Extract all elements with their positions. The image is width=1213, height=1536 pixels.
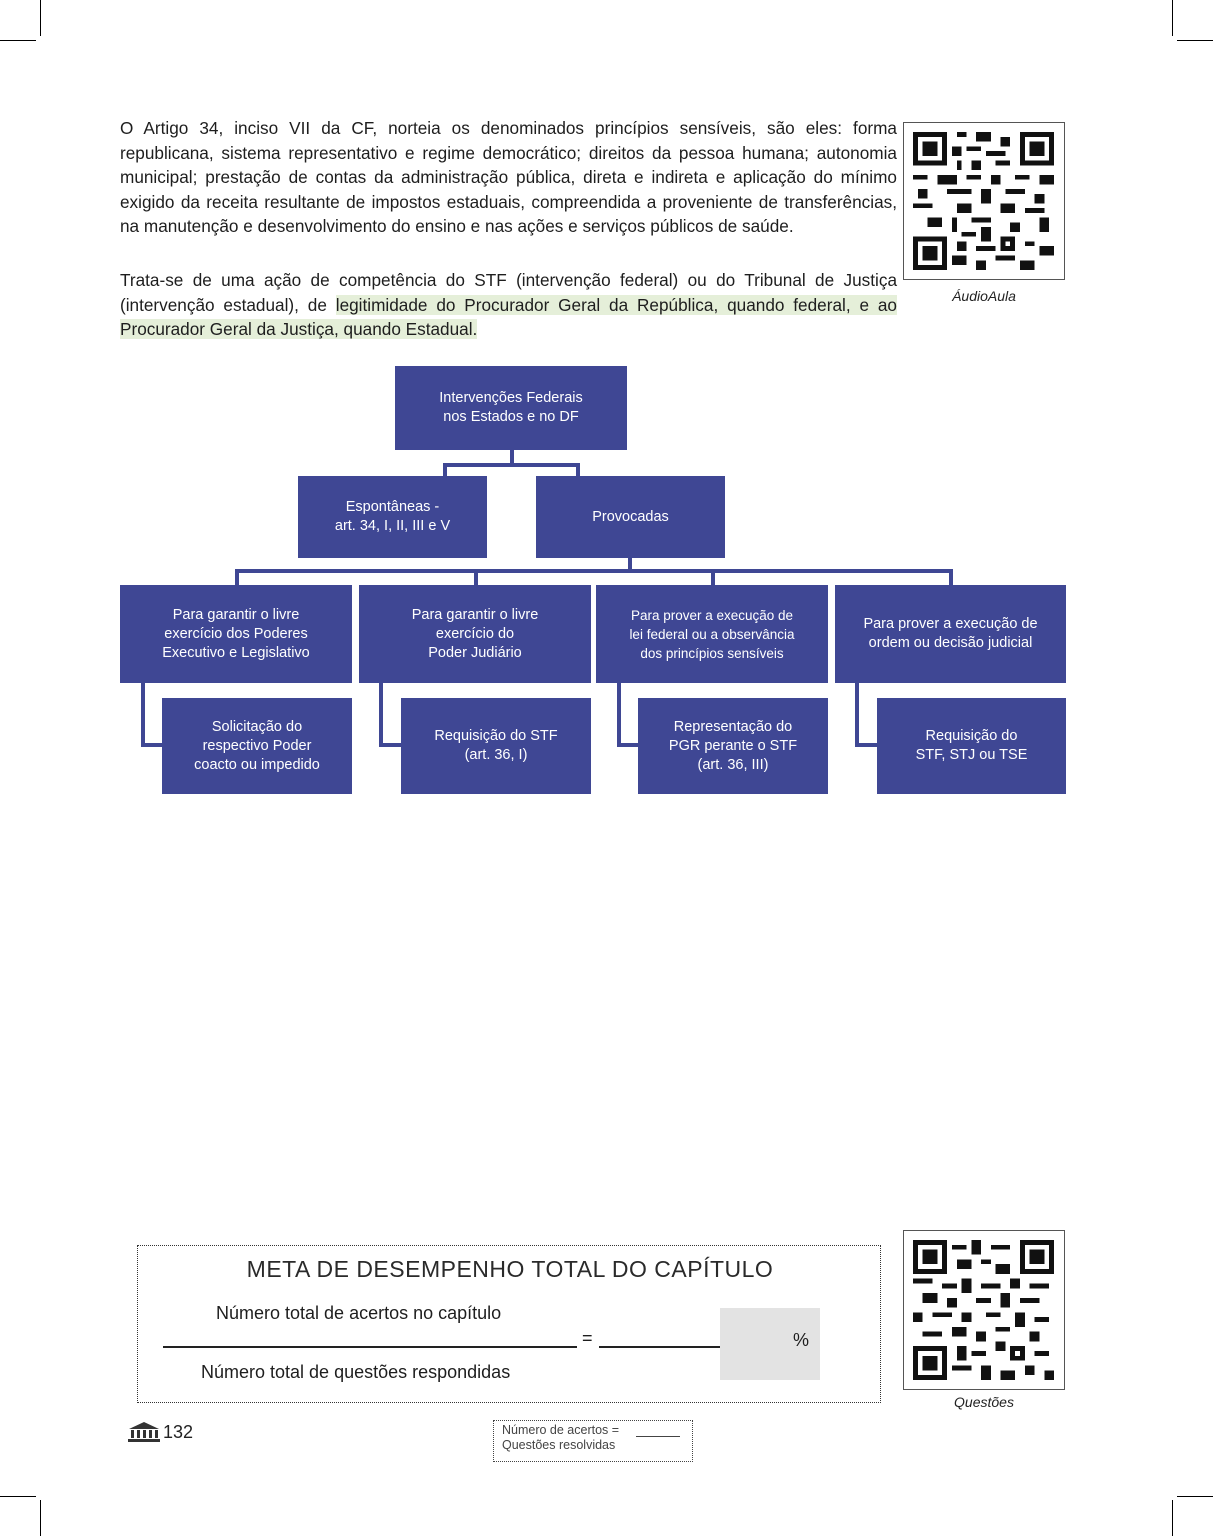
diagram-spontaneous-box: Espontâneas - art. 34, I, II, III e V: [298, 476, 487, 558]
qr-code-questoes[interactable]: [903, 1230, 1065, 1390]
mini-score-blank[interactable]: [636, 1436, 680, 1437]
connector-line: [617, 743, 640, 747]
connector-line: [949, 569, 953, 585]
mini-score-line2: Questões resolvidas: [502, 1438, 616, 1452]
qr-label-audioaula: ÁudioAula: [952, 288, 1016, 304]
connector-line: [474, 569, 478, 585]
denominator-label: Número total de questões respondidas: [201, 1362, 511, 1382]
connector-line: [141, 683, 145, 747]
connector-line: [443, 463, 447, 477]
connector-line: [379, 683, 383, 747]
diagram-detail-box: Solicitação do respectivo Poder coacto ou impedido: [162, 698, 352, 794]
building-columns-icon: [128, 1422, 160, 1442]
connector-line: [141, 743, 164, 747]
connector-line: [235, 569, 239, 585]
connector-line: [855, 743, 879, 747]
performance-goal-box: [137, 1245, 881, 1403]
diagram-detail-box: Requisição do STF, STJ ou TSE: [877, 698, 1066, 794]
diagram-detail-box: Representação do PGR perante o STF (art. 36, III): [638, 698, 828, 794]
diagram-branch-box: Para prover a execução de ordem ou decisão judicial: [835, 585, 1066, 683]
mini-score-box: [493, 1420, 693, 1462]
percent-sign: %: [793, 1330, 810, 1350]
fraction-line: [163, 1346, 577, 1348]
connector-line: [379, 743, 403, 747]
connector-line: [617, 683, 621, 747]
qr-code-icon: [913, 132, 1054, 270]
result-blank-line[interactable]: [599, 1346, 720, 1348]
diagram-branch-box: Para garantir o livre exercício do Poder Judiário: [359, 585, 591, 683]
diagram-detail-box: Requisição do STF (art. 36, I): [401, 698, 591, 794]
connector-line: [855, 683, 859, 747]
crop-mark: [0, 1496, 36, 1497]
crop-mark: [1172, 0, 1173, 36]
crop-mark: [1177, 1496, 1213, 1497]
crop-mark: [0, 40, 36, 41]
connector-line: [235, 569, 953, 573]
qr-code-audioaula[interactable]: [903, 122, 1065, 280]
mini-score-line1: Número de acertos =: [502, 1423, 620, 1437]
paragraph-competencia-start: Trata-se de uma ação de competência do STF (intervenção federal) ou do Tribunal de Justiça (intervenção estadual), de: [120, 270, 897, 315]
connector-line: [711, 569, 715, 585]
numerator-label: Número total de acertos no capítulo: [216, 1303, 502, 1323]
highlighted-text: legitimidade do Procurador Geral da República, quando federal, e ao Procurador Geral da Justiça, quando Estadual.: [120, 294, 897, 340]
crop-mark: [40, 0, 41, 36]
qr-label-questoes: Questões: [954, 1394, 1014, 1410]
crop-mark: [1172, 1500, 1173, 1536]
crop-mark: [40, 1500, 41, 1536]
paragraph-competencia: [120, 268, 897, 342]
performance-goal-title: META DE DESEMPENHO TOTAL DO CAPÍTULO: [246, 1256, 774, 1282]
equals-sign: =: [582, 1328, 593, 1348]
diagram-branch-box: Para prover a execução de lei federal ou a observância dos princípios sensíveis: [596, 585, 828, 683]
diagram-branch-box: Para garantir o livre exercício dos Poderes Executivo e Legislativo: [120, 585, 352, 683]
connector-line: [443, 463, 580, 467]
paragraph-principios-sensiveis: O Artigo 34, inciso VII da CF, norteia os denominados princípios sensíveis, são eles: forma republicana, sistema representativo e regime democrático; direitos da pessoa humana; autonomia municipal; prestação de contas da administração pública, direta e indireta e aplicação do mínimo exigido da receita resultante de impostos estaduais, compreendida a proveniente de transferências, na manutenção e desenvolvimento do ensino e nas ações e serviços públicos de saúde.: [120, 118, 897, 237]
connector-line: [576, 463, 580, 477]
qr-code-icon: [913, 1240, 1054, 1380]
crop-mark: [1177, 40, 1213, 41]
diagram-provoked-box: Provocadas: [536, 476, 725, 558]
diagram-root-box: Intervenções Federais nos Estados e no DF: [395, 366, 627, 450]
page-number: 132: [163, 1422, 194, 1442]
